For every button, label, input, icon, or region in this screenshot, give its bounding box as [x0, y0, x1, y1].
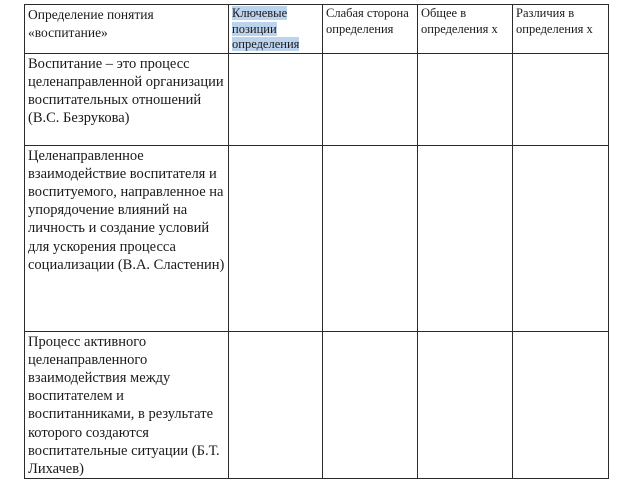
common-cell[interactable]: [418, 145, 513, 331]
definitions-table: [24, 4, 609, 479]
differences-cell[interactable]: [513, 53, 609, 145]
key-positions-cell[interactable]: [229, 331, 323, 479]
common-cell[interactable]: [418, 331, 513, 479]
definition-cell-slastenin[interactable]: Целенаправленное взаимодействие воспитателя и воспитуемого, направленное на упорядочение влияний на личность и создание условий для ускорения процесса социализации (В.А. Сластенин): [25, 145, 229, 331]
header-differences[interactable]: Различия в определения х: [513, 5, 609, 54]
header-key-positions[interactable]: [229, 5, 323, 54]
key-positions-cell[interactable]: [229, 53, 323, 145]
selected-text[interactable]: Ключевые позиции определения: [232, 6, 300, 51]
weak-side-cell[interactable]: [323, 53, 418, 145]
definition-cell-likhachev[interactable]: Процесс активного целенаправленного взаимодействия между воспитателем и воспитанниками, в результате которого создаются воспитательные ситуации (Б.Т. Лихачев): [25, 331, 229, 479]
table-row: [25, 331, 609, 479]
key-positions-cell[interactable]: [229, 145, 323, 331]
definition-cell-bezrukova[interactable]: Воспитание – это процесс целенаправленной организации воспитательных отношений (В.С. Безрукова): [25, 53, 229, 145]
table-row: [25, 53, 609, 145]
differences-cell[interactable]: [513, 145, 609, 331]
weak-side-cell[interactable]: [323, 331, 418, 479]
common-cell[interactable]: [418, 53, 513, 145]
header-weak-side[interactable]: Слабая сторона определения: [323, 5, 418, 54]
differences-cell[interactable]: [513, 331, 609, 479]
header-definition-concept[interactable]: Определение понятия «воспитание»: [25, 5, 229, 54]
weak-side-cell[interactable]: [323, 145, 418, 331]
table-header-row: [25, 5, 609, 54]
header-common[interactable]: Общее в определения х: [418, 5, 513, 54]
table-row: [25, 145, 609, 331]
